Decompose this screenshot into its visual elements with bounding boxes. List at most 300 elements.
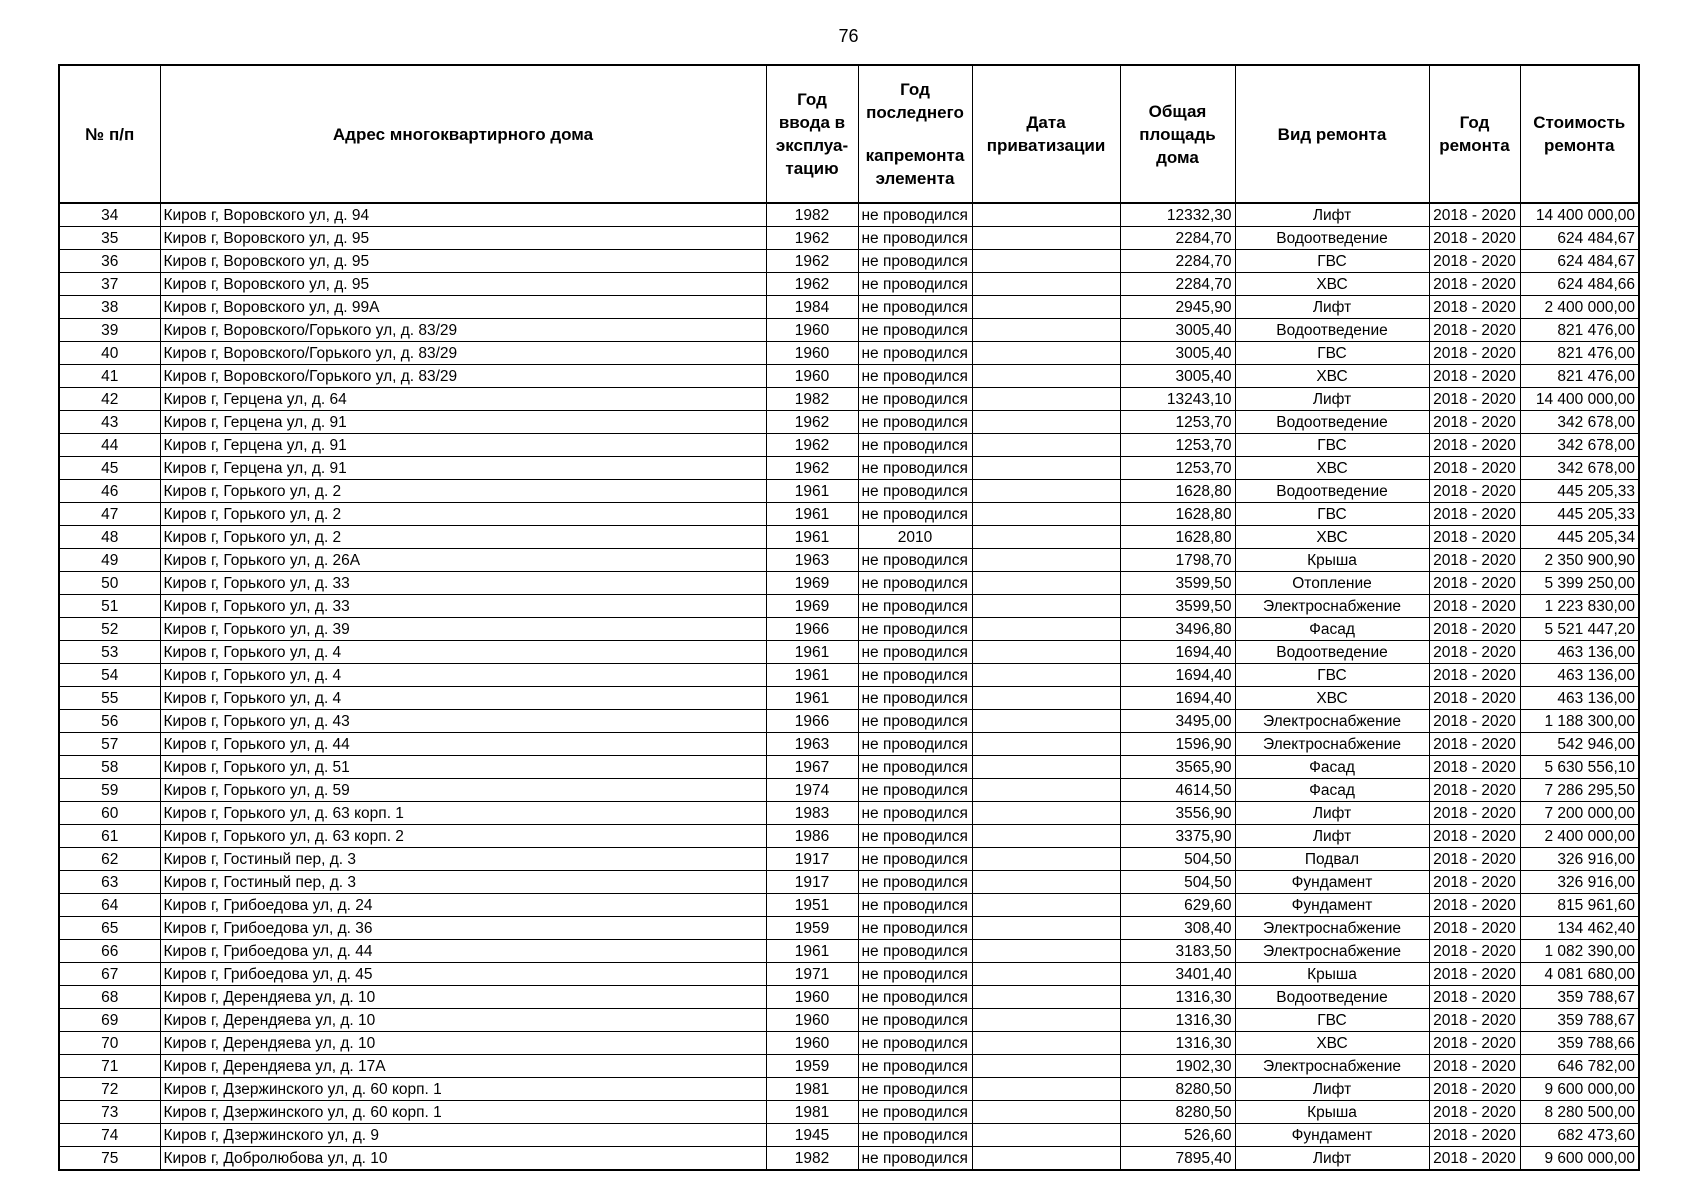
cell-last-repair: не проводился <box>858 203 972 227</box>
table-row <box>59 1009 1639 1032</box>
cell-num: 56 <box>59 710 160 733</box>
cell-cost: 14 400 000,00 <box>1520 203 1639 227</box>
table-row <box>59 480 1639 503</box>
cell-privatization <box>972 618 1120 641</box>
cell-address: Киров г, Воровского/Горького ул, д. 83/29 <box>160 365 766 388</box>
table-row <box>59 434 1639 457</box>
cell-last-repair: не проводился <box>858 1147 972 1171</box>
cell-last-repair: не проводился <box>858 618 972 641</box>
cell-year-built: 1966 <box>766 618 858 641</box>
cell-last-repair: не проводился <box>858 250 972 273</box>
cell-privatization <box>972 779 1120 802</box>
cell-num: 72 <box>59 1078 160 1101</box>
table-row <box>59 296 1639 319</box>
cell-repair-years: 2018 - 2020 <box>1429 227 1520 250</box>
cell-repair-type: Электроснабжение <box>1235 1055 1429 1078</box>
cell-num: 70 <box>59 1032 160 1055</box>
cell-num: 69 <box>59 1009 160 1032</box>
cell-cost: 445 205,34 <box>1520 526 1639 549</box>
cell-repair-type: Лифт <box>1235 388 1429 411</box>
cell-address: Киров г, Горького ул, д. 39 <box>160 618 766 641</box>
cell-num: 75 <box>59 1147 160 1171</box>
cell-num: 73 <box>59 1101 160 1124</box>
cell-repair-type: Водоотведение <box>1235 227 1429 250</box>
cell-area: 504,50 <box>1120 848 1235 871</box>
cell-address: Киров г, Грибоедова ул, д. 45 <box>160 963 766 986</box>
cell-repair-type: Водоотведение <box>1235 641 1429 664</box>
cell-repair-type: Водоотведение <box>1235 986 1429 1009</box>
cell-address: Киров г, Воровского ул, д. 95 <box>160 273 766 296</box>
cell-last-repair: не проводился <box>858 296 972 319</box>
cell-cost: 821 476,00 <box>1520 365 1639 388</box>
cell-privatization <box>972 227 1120 250</box>
cell-repair-type: ГВС <box>1235 434 1429 457</box>
cell-area: 1694,40 <box>1120 641 1235 664</box>
cell-last-repair: не проводился <box>858 227 972 250</box>
cell-repair-type: Крыша <box>1235 1101 1429 1124</box>
cell-last-repair: не проводился <box>858 986 972 1009</box>
cell-address: Киров г, Герцена ул, д. 91 <box>160 434 766 457</box>
cell-area: 526,60 <box>1120 1124 1235 1147</box>
table-row <box>59 411 1639 434</box>
cell-privatization <box>972 687 1120 710</box>
cell-area: 3599,50 <box>1120 572 1235 595</box>
cell-privatization <box>972 503 1120 526</box>
cell-repair-years: 2018 - 2020 <box>1429 411 1520 434</box>
table-row <box>59 1055 1639 1078</box>
cell-area: 3556,90 <box>1120 802 1235 825</box>
cell-repair-years: 2018 - 2020 <box>1429 917 1520 940</box>
table-row <box>59 503 1639 526</box>
cell-repair-type: Лифт <box>1235 825 1429 848</box>
cell-num: 41 <box>59 365 160 388</box>
cell-cost: 682 473,60 <box>1520 1124 1639 1147</box>
cell-repair-type: Фундамент <box>1235 871 1429 894</box>
cell-repair-years: 2018 - 2020 <box>1429 1078 1520 1101</box>
cell-last-repair: не проводился <box>858 756 972 779</box>
cell-privatization <box>972 1101 1120 1124</box>
cell-privatization <box>972 664 1120 687</box>
cell-repair-years: 2018 - 2020 <box>1429 595 1520 618</box>
cell-last-repair: не проводился <box>858 664 972 687</box>
table-row <box>59 940 1639 963</box>
cell-cost: 1 188 300,00 <box>1520 710 1639 733</box>
table-row <box>59 365 1639 388</box>
cell-privatization <box>972 595 1120 618</box>
table-row <box>59 572 1639 595</box>
cell-year-built: 1962 <box>766 273 858 296</box>
cell-repair-years: 2018 - 2020 <box>1429 1147 1520 1171</box>
cell-privatization <box>972 319 1120 342</box>
cell-num: 38 <box>59 296 160 319</box>
cell-repair-years: 2018 - 2020 <box>1429 250 1520 273</box>
cell-cost: 5 521 447,20 <box>1520 618 1639 641</box>
cell-privatization <box>972 296 1120 319</box>
cell-repair-years: 2018 - 2020 <box>1429 526 1520 549</box>
cell-address: Киров г, Горького ул, д. 4 <box>160 641 766 664</box>
cell-num: 43 <box>59 411 160 434</box>
cell-address: Киров г, Дерендяева ул, д. 10 <box>160 1032 766 1055</box>
cell-repair-type: Водоотведение <box>1235 480 1429 503</box>
cell-address: Киров г, Горького ул, д. 63 корп. 1 <box>160 802 766 825</box>
cell-address: Киров г, Воровского ул, д. 95 <box>160 227 766 250</box>
cell-area: 1316,30 <box>1120 986 1235 1009</box>
cell-repair-type: ГВС <box>1235 503 1429 526</box>
cell-repair-years: 2018 - 2020 <box>1429 503 1520 526</box>
cell-year-built: 1960 <box>766 342 858 365</box>
repair-table <box>58 64 1640 1171</box>
cell-year-built: 1962 <box>766 457 858 480</box>
cell-address: Киров г, Горького ул, д. 51 <box>160 756 766 779</box>
cell-area: 3375,90 <box>1120 825 1235 848</box>
cell-cost: 359 788,67 <box>1520 986 1639 1009</box>
cell-repair-years: 2018 - 2020 <box>1429 1032 1520 1055</box>
cell-cost: 5 630 556,10 <box>1520 756 1639 779</box>
cell-repair-type: Отопление <box>1235 572 1429 595</box>
cell-cost: 463 136,00 <box>1520 641 1639 664</box>
cell-address: Киров г, Дерендяева ул, д. 10 <box>160 1009 766 1032</box>
cell-area: 1253,70 <box>1120 411 1235 434</box>
cell-year-built: 1971 <box>766 963 858 986</box>
header-year-built: Год ввода в эксплуа-тацию <box>766 65 858 203</box>
cell-address: Киров г, Воровского ул, д. 99А <box>160 296 766 319</box>
cell-cost: 8 280 500,00 <box>1520 1101 1639 1124</box>
table-row <box>59 779 1639 802</box>
table-row <box>59 319 1639 342</box>
cell-area: 3401,40 <box>1120 963 1235 986</box>
cell-repair-type: ГВС <box>1235 664 1429 687</box>
cell-area: 12332,30 <box>1120 203 1235 227</box>
cell-last-repair: не проводился <box>858 1124 972 1147</box>
cell-repair-type: ХВС <box>1235 457 1429 480</box>
cell-area: 7895,40 <box>1120 1147 1235 1171</box>
cell-cost: 134 462,40 <box>1520 917 1639 940</box>
cell-repair-years: 2018 - 2020 <box>1429 664 1520 687</box>
header-repair-type: Вид ремонта <box>1235 65 1429 203</box>
cell-repair-type: ГВС <box>1235 250 1429 273</box>
table-row <box>59 1078 1639 1101</box>
cell-area: 308,40 <box>1120 917 1235 940</box>
cell-privatization <box>972 1055 1120 1078</box>
cell-repair-years: 2018 - 2020 <box>1429 848 1520 871</box>
cell-repair-years: 2018 - 2020 <box>1429 342 1520 365</box>
cell-area: 1316,30 <box>1120 1009 1235 1032</box>
cell-year-built: 1961 <box>766 664 858 687</box>
cell-last-repair: не проводился <box>858 825 972 848</box>
cell-address: Киров г, Горького ул, д. 2 <box>160 503 766 526</box>
cell-cost: 445 205,33 <box>1520 503 1639 526</box>
table-row <box>59 641 1639 664</box>
cell-address: Киров г, Горького ул, д. 4 <box>160 687 766 710</box>
cell-last-repair: не проводился <box>858 434 972 457</box>
cell-area: 1253,70 <box>1120 457 1235 480</box>
table-row <box>59 825 1639 848</box>
cell-area: 3183,50 <box>1120 940 1235 963</box>
cell-cost: 646 782,00 <box>1520 1055 1639 1078</box>
cell-privatization <box>972 710 1120 733</box>
table-row <box>59 756 1639 779</box>
cell-repair-type: Фасад <box>1235 756 1429 779</box>
cell-address: Киров г, Воровского/Горького ул, д. 83/29 <box>160 319 766 342</box>
cell-num: 65 <box>59 917 160 940</box>
cell-area: 1798,70 <box>1120 549 1235 572</box>
cell-address: Киров г, Горького ул, д. 26А <box>160 549 766 572</box>
cell-repair-type: Фундамент <box>1235 894 1429 917</box>
cell-year-built: 1961 <box>766 503 858 526</box>
cell-area: 1628,80 <box>1120 480 1235 503</box>
cell-address: Киров г, Горького ул, д. 63 корп. 2 <box>160 825 766 848</box>
cell-address: Киров г, Герцена ул, д. 91 <box>160 457 766 480</box>
cell-year-built: 1962 <box>766 227 858 250</box>
cell-repair-type: Лифт <box>1235 1147 1429 1171</box>
cell-year-built: 1959 <box>766 917 858 940</box>
cell-year-built: 1986 <box>766 825 858 848</box>
table-row <box>59 618 1639 641</box>
cell-repair-years: 2018 - 2020 <box>1429 871 1520 894</box>
cell-cost: 342 678,00 <box>1520 457 1639 480</box>
cell-repair-type: Крыша <box>1235 549 1429 572</box>
cell-num: 34 <box>59 203 160 227</box>
cell-year-built: 1945 <box>766 1124 858 1147</box>
cell-repair-years: 2018 - 2020 <box>1429 825 1520 848</box>
cell-year-built: 1982 <box>766 203 858 227</box>
table-row <box>59 1032 1639 1055</box>
cell-area: 1628,80 <box>1120 526 1235 549</box>
table-row <box>59 526 1639 549</box>
cell-address: Киров г, Добролюбова ул, д. 10 <box>160 1147 766 1171</box>
header-cost: Стоимость ремонта <box>1520 65 1639 203</box>
cell-address: Киров г, Гостиный пер, д. 3 <box>160 871 766 894</box>
cell-repair-type: Лифт <box>1235 203 1429 227</box>
cell-cost: 624 484,67 <box>1520 250 1639 273</box>
table-row <box>59 457 1639 480</box>
cell-area: 1628,80 <box>1120 503 1235 526</box>
cell-num: 48 <box>59 526 160 549</box>
cell-num: 53 <box>59 641 160 664</box>
cell-repair-years: 2018 - 2020 <box>1429 549 1520 572</box>
cell-year-built: 1963 <box>766 549 858 572</box>
cell-repair-years: 2018 - 2020 <box>1429 296 1520 319</box>
cell-num: 68 <box>59 986 160 1009</box>
cell-last-repair: не проводился <box>858 480 972 503</box>
table-row <box>59 273 1639 296</box>
cell-repair-years: 2018 - 2020 <box>1429 1124 1520 1147</box>
table-header-row <box>59 65 1639 203</box>
cell-privatization <box>972 1124 1120 1147</box>
cell-year-built: 1981 <box>766 1101 858 1124</box>
cell-repair-years: 2018 - 2020 <box>1429 1009 1520 1032</box>
table-row <box>59 710 1639 733</box>
cell-num: 37 <box>59 273 160 296</box>
header-area: Общая площадь дома <box>1120 65 1235 203</box>
cell-address: Киров г, Грибоедова ул, д. 44 <box>160 940 766 963</box>
cell-repair-years: 2018 - 2020 <box>1429 480 1520 503</box>
cell-year-built: 1974 <box>766 779 858 802</box>
cell-last-repair: не проводился <box>858 503 972 526</box>
cell-address: Киров г, Воровского/Горького ул, д. 83/29 <box>160 342 766 365</box>
cell-privatization <box>972 434 1120 457</box>
cell-privatization <box>972 480 1120 503</box>
cell-area: 2284,70 <box>1120 227 1235 250</box>
page-number: 76 <box>838 26 859 46</box>
cell-repair-type: ХВС <box>1235 687 1429 710</box>
cell-num: 40 <box>59 342 160 365</box>
cell-area: 1316,30 <box>1120 1032 1235 1055</box>
cell-num: 71 <box>59 1055 160 1078</box>
cell-privatization <box>972 1009 1120 1032</box>
cell-privatization <box>972 342 1120 365</box>
cell-num: 60 <box>59 802 160 825</box>
cell-last-repair: не проводился <box>858 802 972 825</box>
cell-area: 13243,10 <box>1120 388 1235 411</box>
cell-last-repair: не проводился <box>858 917 972 940</box>
table-row <box>59 802 1639 825</box>
cell-privatization <box>972 871 1120 894</box>
cell-cost: 7 200 000,00 <box>1520 802 1639 825</box>
cell-repair-years: 2018 - 2020 <box>1429 203 1520 227</box>
cell-num: 39 <box>59 319 160 342</box>
cell-repair-type: ГВС <box>1235 1009 1429 1032</box>
cell-year-built: 1982 <box>766 388 858 411</box>
cell-privatization <box>972 549 1120 572</box>
cell-repair-years: 2018 - 2020 <box>1429 779 1520 802</box>
table-row <box>59 917 1639 940</box>
cell-cost: 2 350 900,90 <box>1520 549 1639 572</box>
cell-last-repair: не проводился <box>858 1055 972 1078</box>
cell-year-built: 1983 <box>766 802 858 825</box>
cell-address: Киров г, Дзержинского ул, д. 60 корп. 1 <box>160 1078 766 1101</box>
cell-repair-years: 2018 - 2020 <box>1429 940 1520 963</box>
cell-cost: 1 082 390,00 <box>1520 940 1639 963</box>
cell-area: 3599,50 <box>1120 595 1235 618</box>
cell-last-repair: не проводился <box>858 273 972 296</box>
cell-area: 3565,90 <box>1120 756 1235 779</box>
cell-cost: 359 788,66 <box>1520 1032 1639 1055</box>
cell-address: Киров г, Гостиный пер, д. 3 <box>160 848 766 871</box>
cell-num: 57 <box>59 733 160 756</box>
cell-repair-type: Подвал <box>1235 848 1429 871</box>
cell-cost: 2 400 000,00 <box>1520 825 1639 848</box>
cell-num: 36 <box>59 250 160 273</box>
cell-repair-type: ХВС <box>1235 365 1429 388</box>
table-row <box>59 227 1639 250</box>
cell-privatization <box>972 457 1120 480</box>
cell-num: 45 <box>59 457 160 480</box>
cell-cost: 463 136,00 <box>1520 687 1639 710</box>
cell-area: 8280,50 <box>1120 1101 1235 1124</box>
cell-repair-type: Электроснабжение <box>1235 710 1429 733</box>
cell-cost: 4 081 680,00 <box>1520 963 1639 986</box>
cell-year-built: 1961 <box>766 526 858 549</box>
cell-num: 59 <box>59 779 160 802</box>
cell-privatization <box>972 411 1120 434</box>
cell-num: 44 <box>59 434 160 457</box>
cell-address: Киров г, Герцена ул, д. 64 <box>160 388 766 411</box>
table-row <box>59 963 1639 986</box>
cell-repair-years: 2018 - 2020 <box>1429 273 1520 296</box>
table-row <box>59 871 1639 894</box>
cell-year-built: 1962 <box>766 250 858 273</box>
cell-last-repair: не проводился <box>858 342 972 365</box>
cell-last-repair: не проводился <box>858 1032 972 1055</box>
cell-year-built: 1962 <box>766 411 858 434</box>
cell-area: 2284,70 <box>1120 273 1235 296</box>
table-row <box>59 595 1639 618</box>
cell-last-repair: не проводился <box>858 457 972 480</box>
cell-cost: 624 484,67 <box>1520 227 1639 250</box>
cell-repair-years: 2018 - 2020 <box>1429 963 1520 986</box>
table-row <box>59 1124 1639 1147</box>
cell-repair-years: 2018 - 2020 <box>1429 687 1520 710</box>
cell-privatization <box>972 388 1120 411</box>
cell-year-built: 1951 <box>766 894 858 917</box>
cell-year-built: 1959 <box>766 1055 858 1078</box>
cell-num: 67 <box>59 963 160 986</box>
cell-address: Киров г, Дзержинского ул, д. 60 корп. 1 <box>160 1101 766 1124</box>
table-row <box>59 250 1639 273</box>
table-row <box>59 687 1639 710</box>
cell-repair-type: Фасад <box>1235 618 1429 641</box>
cell-last-repair: не проводился <box>858 894 972 917</box>
cell-last-repair: не проводился <box>858 411 972 434</box>
cell-address: Киров г, Герцена ул, д. 91 <box>160 411 766 434</box>
cell-year-built: 1969 <box>766 595 858 618</box>
cell-last-repair: не проводился <box>858 1078 972 1101</box>
cell-year-built: 1960 <box>766 986 858 1009</box>
cell-repair-years: 2018 - 2020 <box>1429 572 1520 595</box>
cell-repair-type: ХВС <box>1235 273 1429 296</box>
cell-area: 2945,90 <box>1120 296 1235 319</box>
cell-cost: 1 223 830,00 <box>1520 595 1639 618</box>
cell-repair-type: Электроснабжение <box>1235 940 1429 963</box>
cell-area: 3005,40 <box>1120 342 1235 365</box>
cell-area: 2284,70 <box>1120 250 1235 273</box>
cell-cost: 326 916,00 <box>1520 871 1639 894</box>
header-num: № п/п <box>59 65 160 203</box>
cell-privatization <box>972 733 1120 756</box>
cell-last-repair: не проводился <box>858 710 972 733</box>
cell-repair-type: Фундамент <box>1235 1124 1429 1147</box>
cell-address: Киров г, Горького ул, д. 2 <box>160 480 766 503</box>
cell-repair-years: 2018 - 2020 <box>1429 1101 1520 1124</box>
table-row <box>59 664 1639 687</box>
table-row <box>59 549 1639 572</box>
cell-repair-type: Крыша <box>1235 963 1429 986</box>
cell-year-built: 1981 <box>766 1078 858 1101</box>
cell-privatization <box>972 848 1120 871</box>
cell-repair-type: Электроснабжение <box>1235 595 1429 618</box>
cell-year-built: 1962 <box>766 434 858 457</box>
table-row <box>59 986 1639 1009</box>
cell-num: 61 <box>59 825 160 848</box>
cell-privatization <box>972 572 1120 595</box>
cell-address: Киров г, Горького ул, д. 33 <box>160 595 766 618</box>
cell-last-repair: не проводился <box>858 687 972 710</box>
table-row <box>59 1101 1639 1124</box>
cell-area: 1694,40 <box>1120 687 1235 710</box>
cell-last-repair: не проводился <box>858 871 972 894</box>
cell-cost: 821 476,00 <box>1520 319 1639 342</box>
cell-repair-type: Водоотведение <box>1235 411 1429 434</box>
cell-area: 3495,00 <box>1120 710 1235 733</box>
cell-cost: 7 286 295,50 <box>1520 779 1639 802</box>
cell-cost: 542 946,00 <box>1520 733 1639 756</box>
cell-last-repair: не проводился <box>858 388 972 411</box>
table-row <box>59 733 1639 756</box>
cell-repair-type: Фасад <box>1235 779 1429 802</box>
cell-area: 1902,30 <box>1120 1055 1235 1078</box>
cell-privatization <box>972 917 1120 940</box>
